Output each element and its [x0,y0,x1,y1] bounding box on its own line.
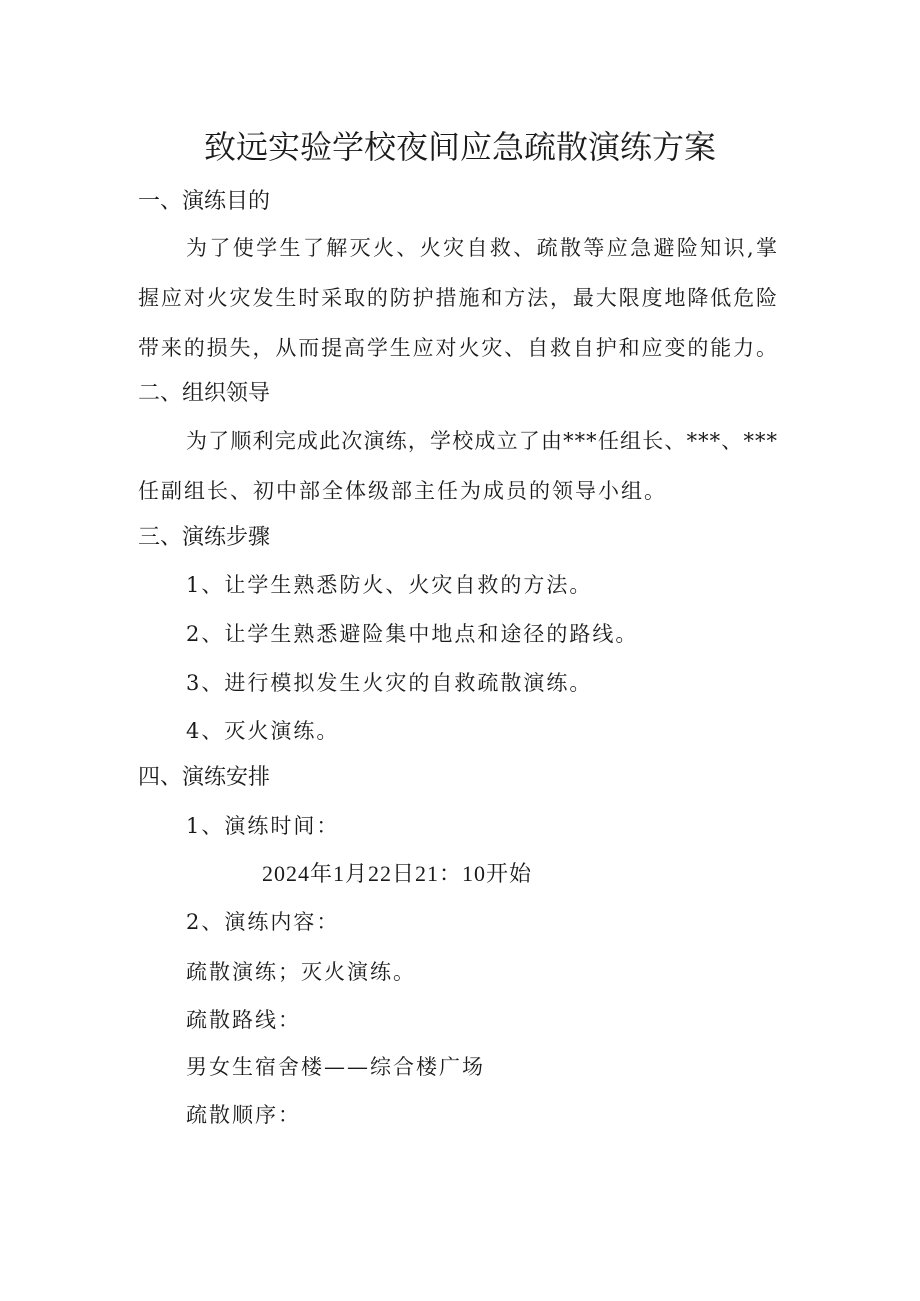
drill-time-label: 1、演练时间： [186,814,340,838]
evacuation-order-label: 疏散顺序： [186,1103,301,1127]
leadership-line-2: 任副组长、初中部全体级部主任为成员的领导小组。 [138,479,667,503]
document-title: 致远实验学校夜间应急疏散演练方案 [203,128,716,166]
section-heading-arrangement: 四、演练安排 [138,765,271,790]
step-item-4: 4、灭火演练。 [186,719,340,743]
drill-content-label: 2、演练内容： [186,910,340,934]
purpose-line-2: 握应对火灾发生时采取的防护措施和方法，最大限度地降低危险 [138,286,778,310]
purpose-line-1: 为了使学生了解灭火、火灾自救、疏散等应急避险知识,掌 [186,236,778,260]
step-item-1: 1、让学生熟悉防火、火灾自救的方法。 [186,573,593,597]
drill-content-value: 疏散演练；灭火演练。 [186,960,416,984]
leadership-line-1: 为了顺利完成此次演练，学校成立了由***任组长、***、*** [186,429,778,453]
section-heading-steps: 三、演练步骤 [138,525,271,550]
step-item-3: 3、进行模拟发生火灾的自救疏散演练。 [186,671,593,695]
purpose-line-3: 带来的损失，从而提高学生应对火灾、自救自护和应变的能力。 [138,336,778,360]
evacuation-route-label: 疏散路线： [186,1008,301,1032]
step-item-2: 2、让学生熟悉避险集中地点和途径的路线。 [186,622,639,646]
drill-time-value: 2024年1月22日21：10开始 [262,861,533,886]
section-heading-purpose: 一、演练目的 [138,189,271,214]
evacuation-route-value: 男女生宿舍楼——综合楼广场 [186,1055,485,1079]
section-heading-leadership: 二、组织领导 [138,381,271,406]
